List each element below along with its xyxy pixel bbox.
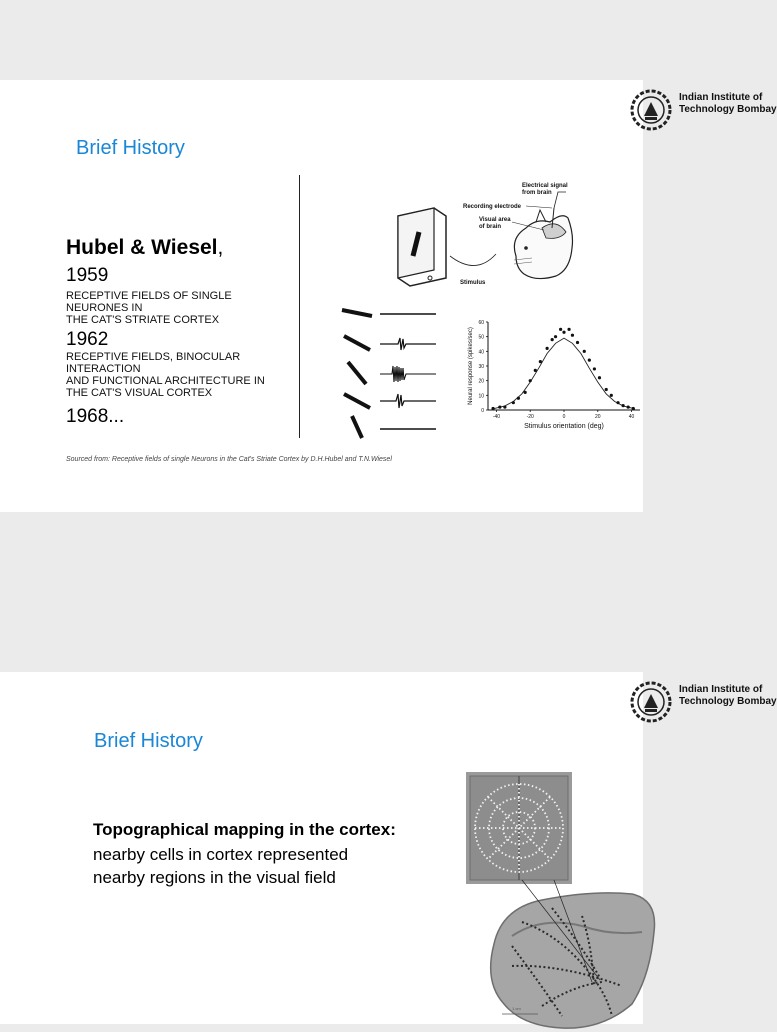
data-point: [551, 338, 554, 341]
orientation-stimulus-row: [352, 416, 436, 438]
year-1968: 1968...: [66, 406, 125, 427]
orientation-response-traces: [338, 298, 442, 438]
data-point: [616, 401, 619, 404]
institute-logo: [627, 680, 777, 724]
divider: [299, 175, 300, 438]
data-point: [588, 359, 591, 362]
data-point: [529, 379, 532, 382]
desc-line: INTERACTION: [66, 363, 141, 375]
data-point: [491, 407, 494, 410]
orientation-stimulus-row: [344, 394, 436, 408]
logo-line-2: Technology Bombay: [679, 696, 777, 707]
iitb-emblem-icon: [627, 88, 675, 132]
data-point: [512, 401, 515, 404]
topo-line-1: nearby cells in cortex represented: [93, 845, 349, 864]
label-signal: Electrical signal: [522, 183, 568, 189]
desc-1959: [66, 290, 232, 326]
iitb-emblem-icon: [627, 680, 675, 724]
data-point: [605, 388, 608, 391]
label-electrode: Recording electrode: [463, 204, 522, 210]
source-citation: Sourced from: Receptive fields of single Neurons in the Cat's Striate Cortex by D.H.Hubel and T.N.Wiesel: [66, 456, 392, 463]
logo-text: [679, 684, 777, 708]
orientation-stimulus-row: [342, 310, 436, 316]
x-axis-label: Stimulus orientation (deg): [524, 423, 604, 430]
y-tick-label: 20: [478, 378, 484, 385]
data-point: [517, 397, 520, 400]
desc-line: THE CAT'S STRIATE CORTEX: [66, 314, 220, 326]
logo-line-2: Technology Bombay: [679, 104, 777, 115]
topo-heading: Topographical mapping in the cortex:: [93, 820, 396, 839]
heading-names: Hubel & Wiesel: [66, 236, 218, 259]
stimulus-monitor-icon: [398, 208, 446, 286]
stimulus-pattern-image: [466, 772, 572, 884]
label-visual-2: of brain: [479, 224, 501, 230]
y-tick-label: 60: [478, 320, 484, 326]
data-point: [498, 405, 501, 408]
slide-1: [0, 80, 777, 512]
desc-line: RECEPTIVE FIELDS OF SINGLE: [66, 290, 232, 302]
data-point: [534, 369, 537, 372]
desc-line: AND FUNCTIONAL ARCHITECTURE IN: [66, 375, 265, 387]
orientation-stimulus-row: [344, 336, 436, 350]
institute-logo: [627, 88, 777, 132]
data-point: [593, 367, 596, 370]
year-1962: 1962: [66, 329, 109, 350]
data-point: [610, 394, 613, 397]
label-visual: Visual area: [479, 217, 511, 223]
logo-line-1: Indian Institute of: [679, 684, 763, 695]
label-signal-2: from brain: [522, 190, 552, 196]
data-point: [632, 407, 635, 410]
topo-line-2: nearby regions in the visual field: [93, 868, 336, 887]
x-tick-label: -40: [492, 414, 501, 420]
desc-line: RECEPTIVE FIELDS, BINOCULAR: [66, 351, 241, 363]
data-point: [567, 328, 570, 331]
x-tick-label: 20: [594, 414, 601, 420]
heading-suffix: ,: [217, 236, 224, 259]
year-1959: 1959: [66, 265, 109, 286]
data-point: [524, 391, 527, 394]
data-point: [554, 335, 557, 338]
x-tick-label: 40: [628, 414, 635, 420]
x-tick-label: -20: [526, 414, 534, 420]
y-tick-label: 50: [478, 334, 484, 341]
chart-marks: [491, 328, 634, 410]
slide-2: [0, 672, 777, 1024]
scale-label: 1 cm: [512, 1006, 521, 1011]
data-point: [503, 405, 506, 408]
logo-text: [679, 92, 777, 116]
y-tick-label: 10: [478, 393, 484, 400]
data-point: [576, 341, 579, 344]
y-tick-label: 0: [481, 408, 484, 414]
cat-experiment-diagram: [386, 178, 586, 290]
desc-1962: [66, 351, 265, 399]
fit-curve-line: [493, 338, 635, 409]
x-tick-label: 0: [562, 414, 566, 420]
data-point: [583, 350, 586, 353]
cortex-map-image: [482, 886, 660, 1032]
data-point: [546, 347, 549, 350]
orientation-stimulus-row: [348, 362, 436, 384]
hubel-wiesel-heading: [66, 236, 223, 260]
orientation-tuning-chart: [462, 316, 646, 440]
data-point: [539, 360, 542, 363]
label-stimulus: Stimulus: [460, 280, 486, 286]
data-point: [571, 334, 574, 337]
y-tick-label: 40: [478, 349, 484, 356]
data-point: [622, 404, 625, 407]
data-point: [559, 328, 562, 331]
slide-title: Brief History: [76, 137, 185, 159]
cat-head-icon: [514, 192, 573, 279]
desc-line: THE CAT'S VISUAL CORTEX: [66, 387, 213, 399]
y-axis-label: Neural response (spikes/sec): [468, 327, 474, 405]
slide-title: Brief History: [94, 730, 203, 752]
data-point: [562, 331, 565, 334]
desc-line: NEURONES IN: [66, 302, 143, 314]
data-point: [598, 376, 601, 379]
logo-line-1: Indian Institute of: [679, 92, 763, 103]
data-point: [627, 405, 630, 408]
y-tick-label: 30: [478, 364, 484, 370]
